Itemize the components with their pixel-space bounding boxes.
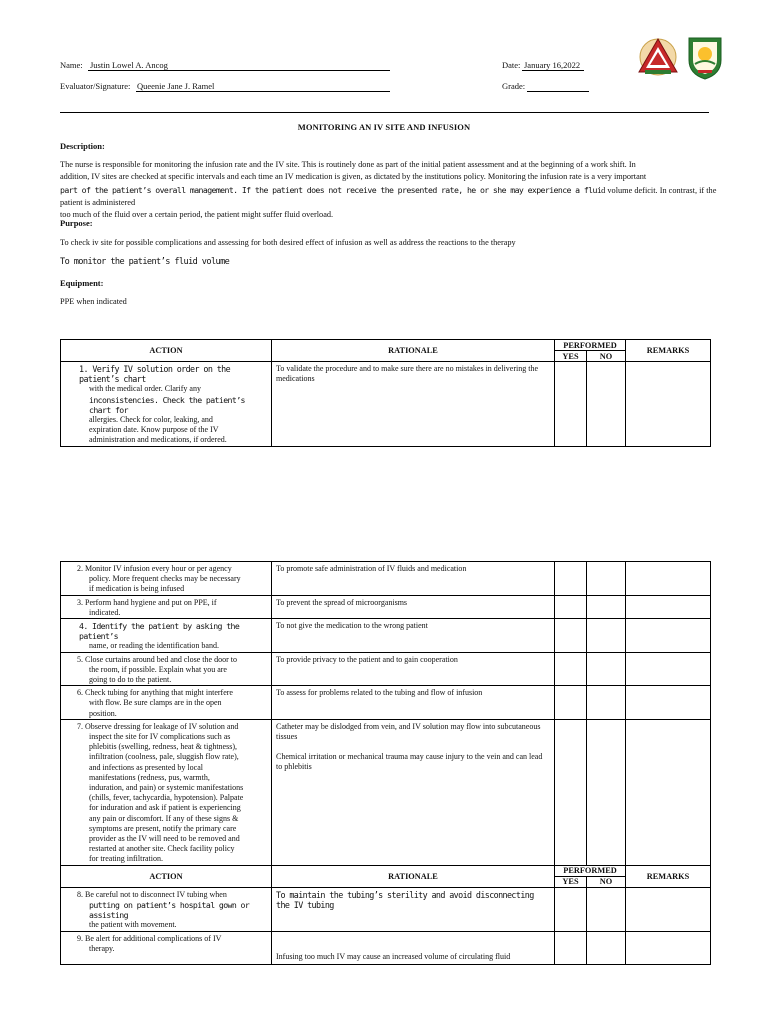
action-line: the patient with movement. — [89, 920, 177, 930]
action-line: induration, and pain) or systemic manifestations — [89, 783, 244, 793]
action-line: symptoms are present, notify the primary care — [89, 823, 237, 833]
yes-checkbox-cell[interactable] — [555, 652, 587, 686]
remarks-cell[interactable] — [626, 619, 711, 653]
action-line: name, or reading the identification band. — [89, 641, 219, 651]
action-line: the room, if possible. Explain what you are — [89, 664, 227, 674]
procedure-table-2 — [60, 561, 711, 965]
no-checkbox-cell[interactable] — [587, 652, 626, 686]
page-title: MONITORING AN IV SITE AND INFUSION — [297, 122, 471, 132]
action-line: inconsistencies. Check the patient’s chart for — [89, 394, 245, 415]
action-cell — [61, 362, 272, 447]
description-line-3-rest: d volume deficit. In contrast, if the patient is administered — [60, 185, 717, 207]
action-line: 7. Observe dressing for leakage of IV solution and — [77, 721, 239, 731]
table-row — [61, 362, 711, 447]
description-paragraph — [60, 159, 720, 221]
remarks-header: REMARKS — [626, 865, 711, 887]
yes-header: YES — [555, 876, 587, 887]
evaluator-label: Evaluator/Signature: — [60, 81, 131, 91]
header-divider — [60, 112, 709, 113]
description-label: Description: — [60, 141, 105, 151]
rationale-cell: To promote safe administration of IV fluids and medication — [272, 562, 555, 596]
action-line: allergies. Check for color, leaking, and — [89, 415, 213, 425]
no-checkbox-cell[interactable] — [587, 686, 626, 720]
action-line: for induration and ask if patient is experiencing — [89, 803, 241, 813]
no-checkbox-cell[interactable] — [587, 931, 626, 964]
no-checkbox-cell[interactable] — [587, 595, 626, 618]
action-line: any pain or discomfort. If any of these signs & — [89, 813, 239, 823]
table-row — [61, 562, 711, 596]
table-row — [61, 887, 711, 931]
action-line: infiltration (coolness, pale, sluggish flow rate), — [89, 752, 239, 762]
action-cell — [61, 686, 272, 720]
action-line: expiration date. Know purpose of the IV — [89, 425, 219, 435]
procedure-table-1 — [60, 339, 711, 447]
action-line: with the medical order. Clarify any — [89, 384, 201, 394]
action-line: 8. Be careful not to disconnect IV tubing when — [77, 889, 227, 899]
action-line: putting on patient’s hospital gown or assisting — [89, 900, 250, 921]
purpose-line-1: To check iv site for possible complications and assessing for both desired effect of infusion as well as address the reactions to the therapy — [60, 238, 516, 247]
no-checkbox-cell[interactable] — [587, 887, 626, 931]
action-line: administration and medications, if ordered. — [89, 435, 227, 445]
action-line: for treating infiltration. — [89, 854, 163, 864]
rationale-cell: Infusing too much IV may cause an increased volume of circulating fluid — [272, 931, 555, 964]
action-cell — [61, 931, 272, 964]
action-line: with flow. Be sure clamps are in the open — [89, 698, 222, 708]
remarks-cell[interactable] — [626, 652, 711, 686]
description-line-3-typed: part of the patient’s overall management. If the patient does not receive the presented rate, he or she may experience a flui — [60, 184, 602, 195]
action-line: 2. Monitor IV infusion every hour or per agency — [77, 564, 232, 573]
remarks-header: REMARKS — [626, 340, 711, 362]
action-cell — [61, 887, 272, 931]
rationale-cell: To not give the medication to the wrong patient — [272, 619, 555, 653]
action-line: position. — [89, 708, 117, 718]
yes-checkbox-cell[interactable] — [555, 719, 587, 865]
grade-underline — [527, 91, 589, 92]
action-line: provider as the IV will need to be removed and — [89, 834, 240, 844]
action-header: ACTION — [61, 340, 272, 362]
action-line: manifestations (redness, pus, warmth, — [89, 772, 210, 782]
name-value: Justin Lowel A. Ancog — [90, 60, 168, 70]
table-row — [61, 595, 711, 618]
rationale-cell: To assess for problems related to the tubing and flow of infusion — [272, 686, 555, 720]
no-header: NO — [587, 876, 626, 887]
rationale-cell: To provide privacy to the patient and to gain cooperation — [272, 652, 555, 686]
action-line: 3. Perform hand hygiene and put on PPE, if — [77, 597, 217, 607]
table-row — [61, 931, 711, 964]
date-value: January 16,2022 — [524, 60, 581, 70]
yes-checkbox-cell[interactable] — [555, 562, 587, 596]
rationale-text: Catheter may be dislodged from vein, and IV solution may flow into subcutaneous tissues — [276, 721, 541, 742]
action-line: inspect the site for IV complications such as — [89, 732, 231, 742]
yes-checkbox-cell[interactable] — [555, 362, 587, 447]
yes-checkbox-cell[interactable] — [555, 887, 587, 931]
action-line: 5. Close curtains around bed and close the door to — [77, 654, 237, 664]
rationale-text-2: Chemical irritation or mechanical trauma may cause injury to the vein and can lead to phlebitis — [276, 752, 543, 772]
performed-header: PERFORMED — [555, 340, 626, 351]
action-line: policy. More frequent checks may be necessary — [89, 574, 241, 584]
no-header: NO — [587, 351, 626, 362]
triangle-crest-logo — [636, 36, 680, 76]
purpose-label: Purpose: — [60, 218, 93, 228]
table-row — [61, 652, 711, 686]
equipment-label: Equipment: — [60, 278, 104, 288]
action-line: (chills, fever, tachycardia, hypotension). Palpate — [89, 793, 244, 803]
description-line-4: too much of the fluid over a certain period, the patient might suffer fluid overload. — [60, 210, 334, 220]
evaluator-value: Queenie Jane J. Ramel — [137, 81, 215, 91]
action-line: phlebitis (swelling, redness, heat & tightness), — [89, 742, 237, 752]
remarks-cell[interactable] — [626, 931, 711, 964]
evaluator-underline — [136, 91, 390, 92]
action-header: ACTION — [61, 865, 272, 887]
description-line-3 — [60, 184, 720, 210]
action-cell — [61, 619, 272, 653]
action-line: 9. Be alert for additional complications of IV — [77, 933, 222, 943]
action-line: 6. Check tubing for anything that might interfere — [77, 688, 233, 698]
rationale-cell: To maintain the tubing’s sterility and avoid disconnecting the IV tubing — [272, 887, 555, 931]
no-checkbox-cell[interactable] — [587, 719, 626, 865]
name-label: Name: — [60, 60, 83, 70]
action-line: 4. Identify the patient by asking the patient’s — [79, 621, 240, 642]
action-line: if medication is being infused — [89, 584, 185, 594]
grade-label: Grade: — [502, 81, 526, 91]
remarks-cell[interactable] — [626, 887, 711, 931]
description-line-2: addition, IV sites are checked at specific intervals and each time an IV medication is given, as dictated by the institutions policy. Monitoring the infusion rate is a very important — [60, 172, 647, 182]
action-line: and infections as presented by local — [89, 762, 203, 772]
description-line-1: The nurse is responsible for monitoring the infusion rate and the IV site. This is routinely done as part of the initial patient assessment and at the beginning of a work shift. In — [60, 160, 636, 169]
action-line: indicated. — [89, 607, 121, 617]
yes-checkbox-cell[interactable] — [555, 686, 587, 720]
performed-header: PERFORMED — [555, 865, 626, 876]
yes-checkbox-cell[interactable] — [555, 931, 587, 964]
remarks-cell[interactable] — [626, 686, 711, 720]
remarks-cell[interactable] — [626, 362, 711, 447]
equipment-value: PPE when indicated — [60, 297, 127, 306]
table-row — [61, 619, 711, 653]
action-line: restarted at another site. Check facility policy — [89, 844, 235, 854]
action-cell — [61, 652, 272, 686]
action-cell — [61, 562, 272, 596]
action-cell — [61, 595, 272, 618]
date-underline — [522, 70, 584, 71]
yes-header: YES — [555, 351, 587, 362]
action-cell — [61, 719, 272, 865]
action-line: going to do to the patient. — [89, 675, 172, 685]
action-line: 1. Verify IV solution order on the patient’s chart — [79, 364, 231, 385]
remarks-cell[interactable] — [626, 719, 711, 865]
no-checkbox-cell[interactable] — [587, 619, 626, 653]
rationale-cell: To prevent the spread of microorganisms — [272, 595, 555, 618]
remarks-cell[interactable] — [626, 595, 711, 618]
name-underline — [88, 70, 390, 71]
rationale-cell: To validate the procedure and to make sure there are no mistakes in delivering the medications — [272, 362, 555, 447]
action-line: therapy. — [89, 943, 115, 953]
remarks-cell[interactable] — [626, 562, 711, 596]
no-checkbox-cell[interactable] — [587, 562, 626, 596]
date-label: Date: — [502, 60, 521, 70]
shield-crest-logo — [686, 34, 724, 80]
table-row — [61, 719, 711, 865]
yes-checkbox-cell[interactable] — [555, 595, 587, 618]
purpose-line-2: To monitor the patient’s fluid volume — [60, 257, 230, 267]
rationale-header: RATIONALE — [272, 865, 555, 887]
rationale-header: RATIONALE — [272, 340, 555, 362]
yes-checkbox-cell[interactable] — [555, 619, 587, 653]
rationale-cell — [272, 719, 555, 865]
no-checkbox-cell[interactable] — [587, 362, 626, 447]
table-row — [61, 686, 711, 720]
